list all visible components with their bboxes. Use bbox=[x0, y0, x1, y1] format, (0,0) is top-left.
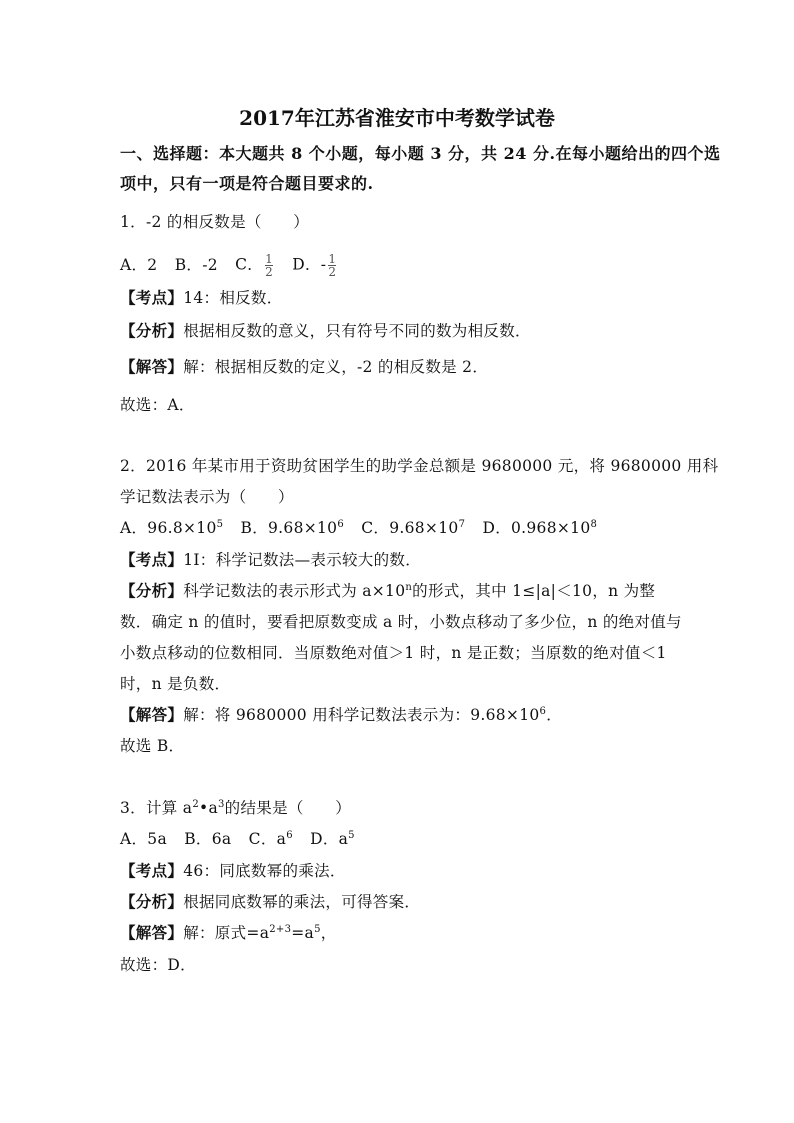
fenxi-label: 【分析】 bbox=[120, 892, 184, 911]
fraction-numerator: 1 bbox=[265, 252, 274, 266]
fraction-denominator: 2 bbox=[265, 265, 274, 279]
exponent: 6 bbox=[286, 830, 293, 841]
fenxi-label: 【分析】 bbox=[120, 321, 184, 340]
kaodian-label: 【考点】 bbox=[120, 550, 184, 569]
exponent: 5 bbox=[314, 924, 321, 935]
q3-kaodian-text: 46：同底数幂的乘法． bbox=[183, 862, 346, 880]
q2-kaodian-text: 1I：科学记数法—表示较大的数． bbox=[183, 551, 421, 569]
q2-jieda-text-b: ． bbox=[546, 706, 562, 724]
q1-option-c-fraction bbox=[265, 253, 273, 278]
q2-fenxi-text-a: 科学记数法的表示形式为 a×10 bbox=[183, 582, 406, 600]
q3-stem-text-c: 的结果是（ ） bbox=[224, 799, 352, 817]
q2-stem-line1: 2．2016 年某市用于资助贫困学生的助学金总额是 9680000 元，将 9680000 用科 bbox=[120, 457, 719, 475]
exponent: n bbox=[405, 582, 413, 593]
q1-jieda-text: 解：根据相反数的定义，-2 的相反数是 2． bbox=[183, 358, 489, 376]
jieda-label: 【解答】 bbox=[120, 357, 184, 376]
q3-jieda-text-b: =a bbox=[291, 924, 315, 942]
exponent: 6 bbox=[539, 706, 547, 717]
q3-option-c bbox=[249, 828, 293, 850]
q3-stem-text-a: 3．计算 a bbox=[120, 799, 193, 817]
q1-option-c-label: C． bbox=[235, 255, 264, 274]
q3-option-c-text: C．a bbox=[248, 830, 287, 848]
q3-stem-text-b: •a bbox=[199, 799, 218, 817]
q1-stem: 1．-2 的相反数是（ ） bbox=[120, 213, 310, 231]
q3-options bbox=[120, 828, 367, 850]
q3-jieda bbox=[120, 922, 337, 944]
q2-answer: 故选 B． bbox=[120, 737, 185, 755]
exponent: 2+3 bbox=[269, 924, 292, 935]
q2-option-c-text: C．9.68×10 bbox=[361, 519, 459, 537]
q3-option-b: B．6a bbox=[184, 830, 232, 848]
fenxi-label: 【分析】 bbox=[120, 581, 184, 600]
q3-fenxi bbox=[120, 891, 420, 913]
q3-answer: 故选：D． bbox=[120, 956, 196, 974]
q1-option-d-label: D．- bbox=[292, 255, 327, 274]
q1-option-d-fraction bbox=[328, 253, 336, 278]
q3-jieda-text-a: 解：原式=a bbox=[183, 924, 270, 942]
q2-option-d bbox=[482, 517, 597, 539]
exponent: 3 bbox=[218, 799, 225, 810]
exam-title: 2017年江苏省淮安市中考数学试卷 bbox=[239, 106, 555, 130]
section-heading-line2: 项中，只有一项是符合题目要求的. bbox=[120, 174, 374, 193]
q3-fenxi-text: 根据同底数幂的乘法，可得答案． bbox=[183, 893, 421, 911]
exponent: 5 bbox=[216, 519, 224, 530]
q2-fenxi-line4: 时，n 是负数． bbox=[120, 675, 231, 693]
q2-option-b bbox=[241, 517, 345, 539]
q2-fenxi-text-b: 的形式，其中 1≤|a|＜10，n 为整 bbox=[412, 582, 656, 600]
q2-kaodian bbox=[120, 549, 421, 571]
fraction-denominator: 2 bbox=[328, 265, 337, 279]
exponent: 6 bbox=[337, 519, 345, 530]
section-heading-line1: 一、选择题：本大题共 8 个小题，每小题 3 分，共 24 分.在每小题给出的四个选 bbox=[120, 144, 721, 163]
q1-option-d bbox=[292, 253, 338, 278]
exponent: 5 bbox=[348, 830, 355, 841]
jieda-label: 【解答】 bbox=[120, 705, 184, 724]
q2-option-a bbox=[120, 517, 223, 539]
fraction-numerator: 1 bbox=[328, 252, 337, 266]
q2-jieda bbox=[120, 704, 562, 726]
q1-option-b: B．-2 bbox=[174, 255, 218, 274]
q2-option-d-text: D．0.968×10 bbox=[482, 519, 591, 537]
q1-option-c bbox=[235, 253, 275, 278]
exponent: 2 bbox=[192, 799, 200, 810]
q1-fenxi-text: 根据相反数的意义，只有符号不同的数为相反数． bbox=[183, 322, 531, 340]
kaodian-label: 【考点】 bbox=[120, 288, 184, 307]
q1-option-a: A．2 bbox=[120, 255, 158, 274]
q3-stem bbox=[120, 797, 351, 819]
q2-option-a-text: A．96.8×10 bbox=[120, 519, 217, 537]
q2-stem-line2: 学记数法表示为（ ） bbox=[120, 488, 294, 506]
q3-kaodian bbox=[120, 860, 346, 882]
jieda-label: 【解答】 bbox=[120, 923, 184, 942]
kaodian-label: 【考点】 bbox=[120, 861, 184, 880]
q1-fenxi bbox=[120, 320, 531, 342]
q1-kaodian-text: 14：相反数． bbox=[183, 289, 283, 307]
q3-option-d-text: D．a bbox=[310, 830, 349, 848]
q2-jieda-text-a: 解：将 9680000 用科学记数法表示为：9.68×10 bbox=[183, 706, 540, 724]
q2-fenxi-line1 bbox=[120, 580, 655, 602]
q1-kaodian bbox=[120, 287, 283, 309]
q3-option-a: A．5a bbox=[120, 830, 167, 848]
exponent: 7 bbox=[458, 519, 466, 530]
exponent: 8 bbox=[590, 519, 598, 530]
q1-jieda bbox=[120, 356, 488, 378]
q3-jieda-text-c: ， bbox=[320, 924, 337, 942]
q2-option-c bbox=[361, 517, 465, 539]
q2-fenxi-line2: 数．确定 n 的值时，要看把原数变成 a 时，小数点移动了多少位，n 的绝对值与 bbox=[120, 613, 682, 631]
q3-option-d bbox=[310, 828, 355, 850]
q2-fenxi-line3: 小数点移动的位数相同．当原数绝对值＞1 时，n 是正数；当原数的绝对值＜1 bbox=[120, 644, 667, 662]
q2-option-b-text: B．9.68×10 bbox=[240, 519, 338, 537]
q1-answer: 故选：A． bbox=[120, 396, 195, 414]
q2-options bbox=[120, 517, 609, 539]
q1-options bbox=[120, 253, 350, 278]
